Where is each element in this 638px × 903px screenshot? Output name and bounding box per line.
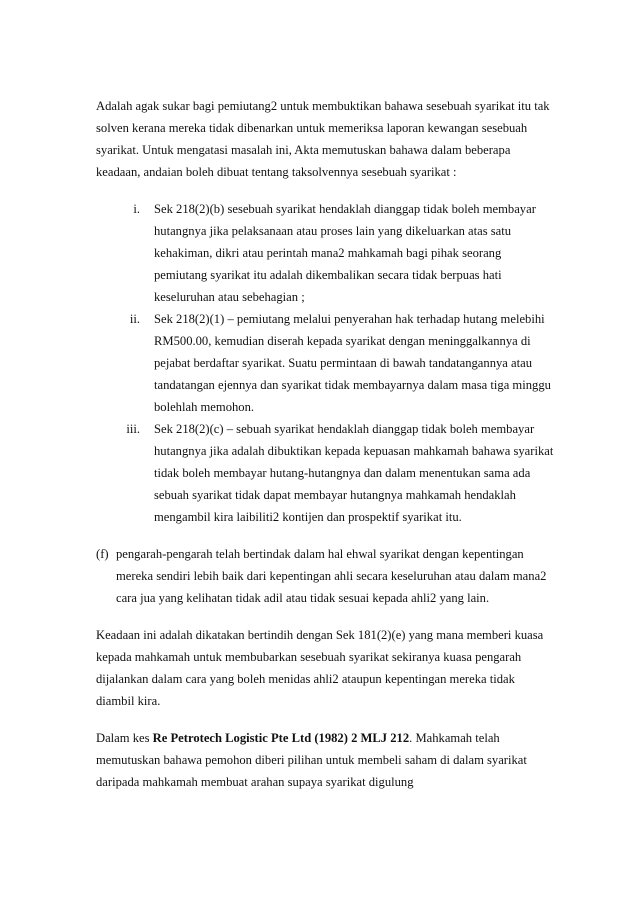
list-item-f xyxy=(96,543,556,609)
sek181-paragraph: Keadaan ini adalah dikatakan bertindih dengan Sek 181(2)(e) yang mana memberi kuasa kepada mahkamah untuk membubarkan sesebuah syarikat sekiranya kuasa pengarah dijalankan dalam cara yang boleh menidas ahli2 ataupun kepentingan mereka tidak diambil kira. xyxy=(96,628,544,708)
list-item-number: iii. xyxy=(126,422,140,436)
list-item xyxy=(96,198,556,308)
case-name: Re Petrotech Logistic Pte Ltd (1982) 2 MLJ 212 xyxy=(152,731,410,745)
presumption-list xyxy=(96,198,556,528)
case-prefix: Dalam kes xyxy=(96,731,153,745)
list-item-number: ii. xyxy=(129,312,140,326)
list-item xyxy=(96,418,556,528)
intro-paragraph: Adalah agak sukar bagi pemiutang2 untuk membuktikan bahawa sesebuah syarikat itu tak solven kerana mereka tidak dibenarkan untuk memeriksa laporan kewangan sesebuah syarikat. Untuk mengatasi masalah ini, Akta memutuskan bahawa dalam beberapa keadaan, andaian boleh dibuat tentang taksolvennya sesebuah syarikat : xyxy=(96,99,550,179)
list-item-number: i. xyxy=(133,202,140,216)
list-item xyxy=(96,308,556,418)
list-item-f-text: pengarah-pengarah telah bertindak dalam hal ehwal syarikat dengan kepentingan mereka sendiri lebih baik dari kepentingan ahli secara keseluruhan atau dalam mana2 cara jua yang kelihatan tidak adil atau tidak sesuai kepada ahli2 yang lain. xyxy=(116,547,547,605)
case-suffix: . Mahkamah telah memutuskan bahawa pemohon diberi pilihan untuk membeli saham di dalam syarikat daripada mahkamah membuat arahan supaya syarikat digulung xyxy=(96,731,527,789)
list-item-text: Sek 218(2)(b) sesebuah syarikat hendaklah dianggap tidak boleh membayar hutangnya jika pelaksanaan atau proses lain yang dikeluarkan atas satu kehakiman, dikri atau perintah mana2 mahkamah bagi pihak seorang pemiutang syarikat itu adalah dikembalikan secara tidak berpuas hati keseluruhan atau sebehagian ; xyxy=(154,202,536,304)
document-body xyxy=(96,95,556,808)
list-item-f-number: (f) xyxy=(96,547,109,561)
case-paragraph xyxy=(96,727,556,793)
list-item-text: Sek 218(2)(1) – pemiutang melalui penyerahan hak terhadap hutang melebihi RM500.00, kemudian diserah kepada syarikat dengan meninggalkannya di pejabat berdaftar syarikat. Suatu permintaan di bawah tandatangannya atau tandatangan ejennya dan syarikat tidak membayarnya dalam masa tiga minggu bolehlah memohon. xyxy=(154,312,551,414)
list-item-text: Sek 218(2)(c) – sebuah syarikat hendaklah dianggap tidak boleh membayar hutangnya jika adalah dibuktikan kepada kepuasan mahkamah bahawa syarikat tidak boleh membayar hutang-hutangnya dan dalam menentukan sama ada sebuah syarikat tidak dapat membayar hutangnya mahkamah hendaklah mengambil kira laibiliti2 kontijen dan prospektif syarikat itu. xyxy=(154,422,554,524)
